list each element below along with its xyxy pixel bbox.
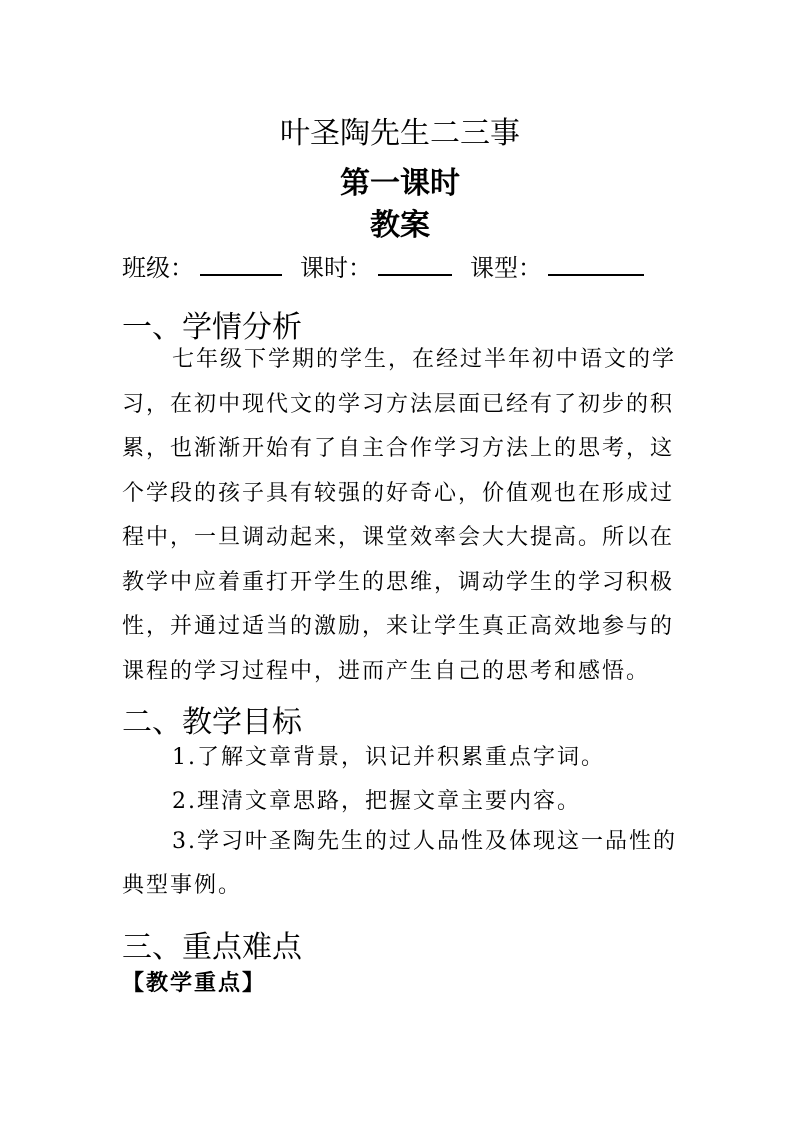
- paragraph-line: 累，也渐渐开始有了自主合作学习方法上的思考，这: [122, 436, 675, 461]
- paragraph-line: 程中，一旦调动起来，课堂效率会大大提高。所以在: [122, 525, 675, 550]
- section-heading-text: 一、学情分析: [122, 310, 302, 345]
- type-blank: [548, 248, 644, 276]
- document-subtitle: 第一课时: [340, 166, 460, 201]
- section-heading-keypoints: [122, 922, 302, 966]
- document-title: 叶圣陶先生二三事: [280, 116, 520, 151]
- paragraph-line: 个学段的孩子具有较强的好奇心，价值观也在形成过: [122, 480, 675, 506]
- objective-item: [122, 780, 682, 824]
- document-type: 教案: [370, 208, 430, 243]
- class-blank: [200, 248, 282, 276]
- meta-row: [122, 248, 644, 283]
- paragraph-line: 性，并通过适当的激励，来让学生真正高效地参与的: [122, 614, 675, 639]
- paragraph-line: 习，在初中现代文的学习方法层面已经有了初步的积: [122, 391, 675, 417]
- objective-line: 典型事例。: [122, 873, 243, 898]
- section-heading-text: 三、重点难点: [122, 930, 302, 965]
- period-blank: [378, 248, 452, 276]
- paragraph-line: 教学中应着重打开学生的思维，调动学生的学习积极: [122, 569, 675, 595]
- objective-line: 2.理清文章思路，把握文章主要内容。: [172, 789, 581, 814]
- paragraph-line: 课程的学习过程中，进而产生自己的思考和感悟。: [122, 658, 651, 684]
- type-label: 课型：: [470, 254, 542, 282]
- period-label: 课时：: [300, 254, 372, 282]
- analysis-paragraph: [122, 338, 678, 694]
- paragraph-line: 七年级下学期的学生，在经过半年初中语文的学: [172, 347, 677, 372]
- class-label: 班级：: [122, 254, 194, 282]
- section-heading-objectives: [122, 697, 302, 741]
- objective-line: 1.了解文章背景，识记并积累重点字词。: [172, 745, 605, 770]
- section-heading-text: 二、教学目标: [122, 705, 302, 740]
- objective-line: 3.学习叶圣陶先生的过人品性及体现这一品性的: [172, 829, 677, 854]
- objective-item: [122, 736, 682, 780]
- teaching-focus-subheading: 【教学重点】: [122, 970, 267, 996]
- objective-item: [122, 820, 682, 908]
